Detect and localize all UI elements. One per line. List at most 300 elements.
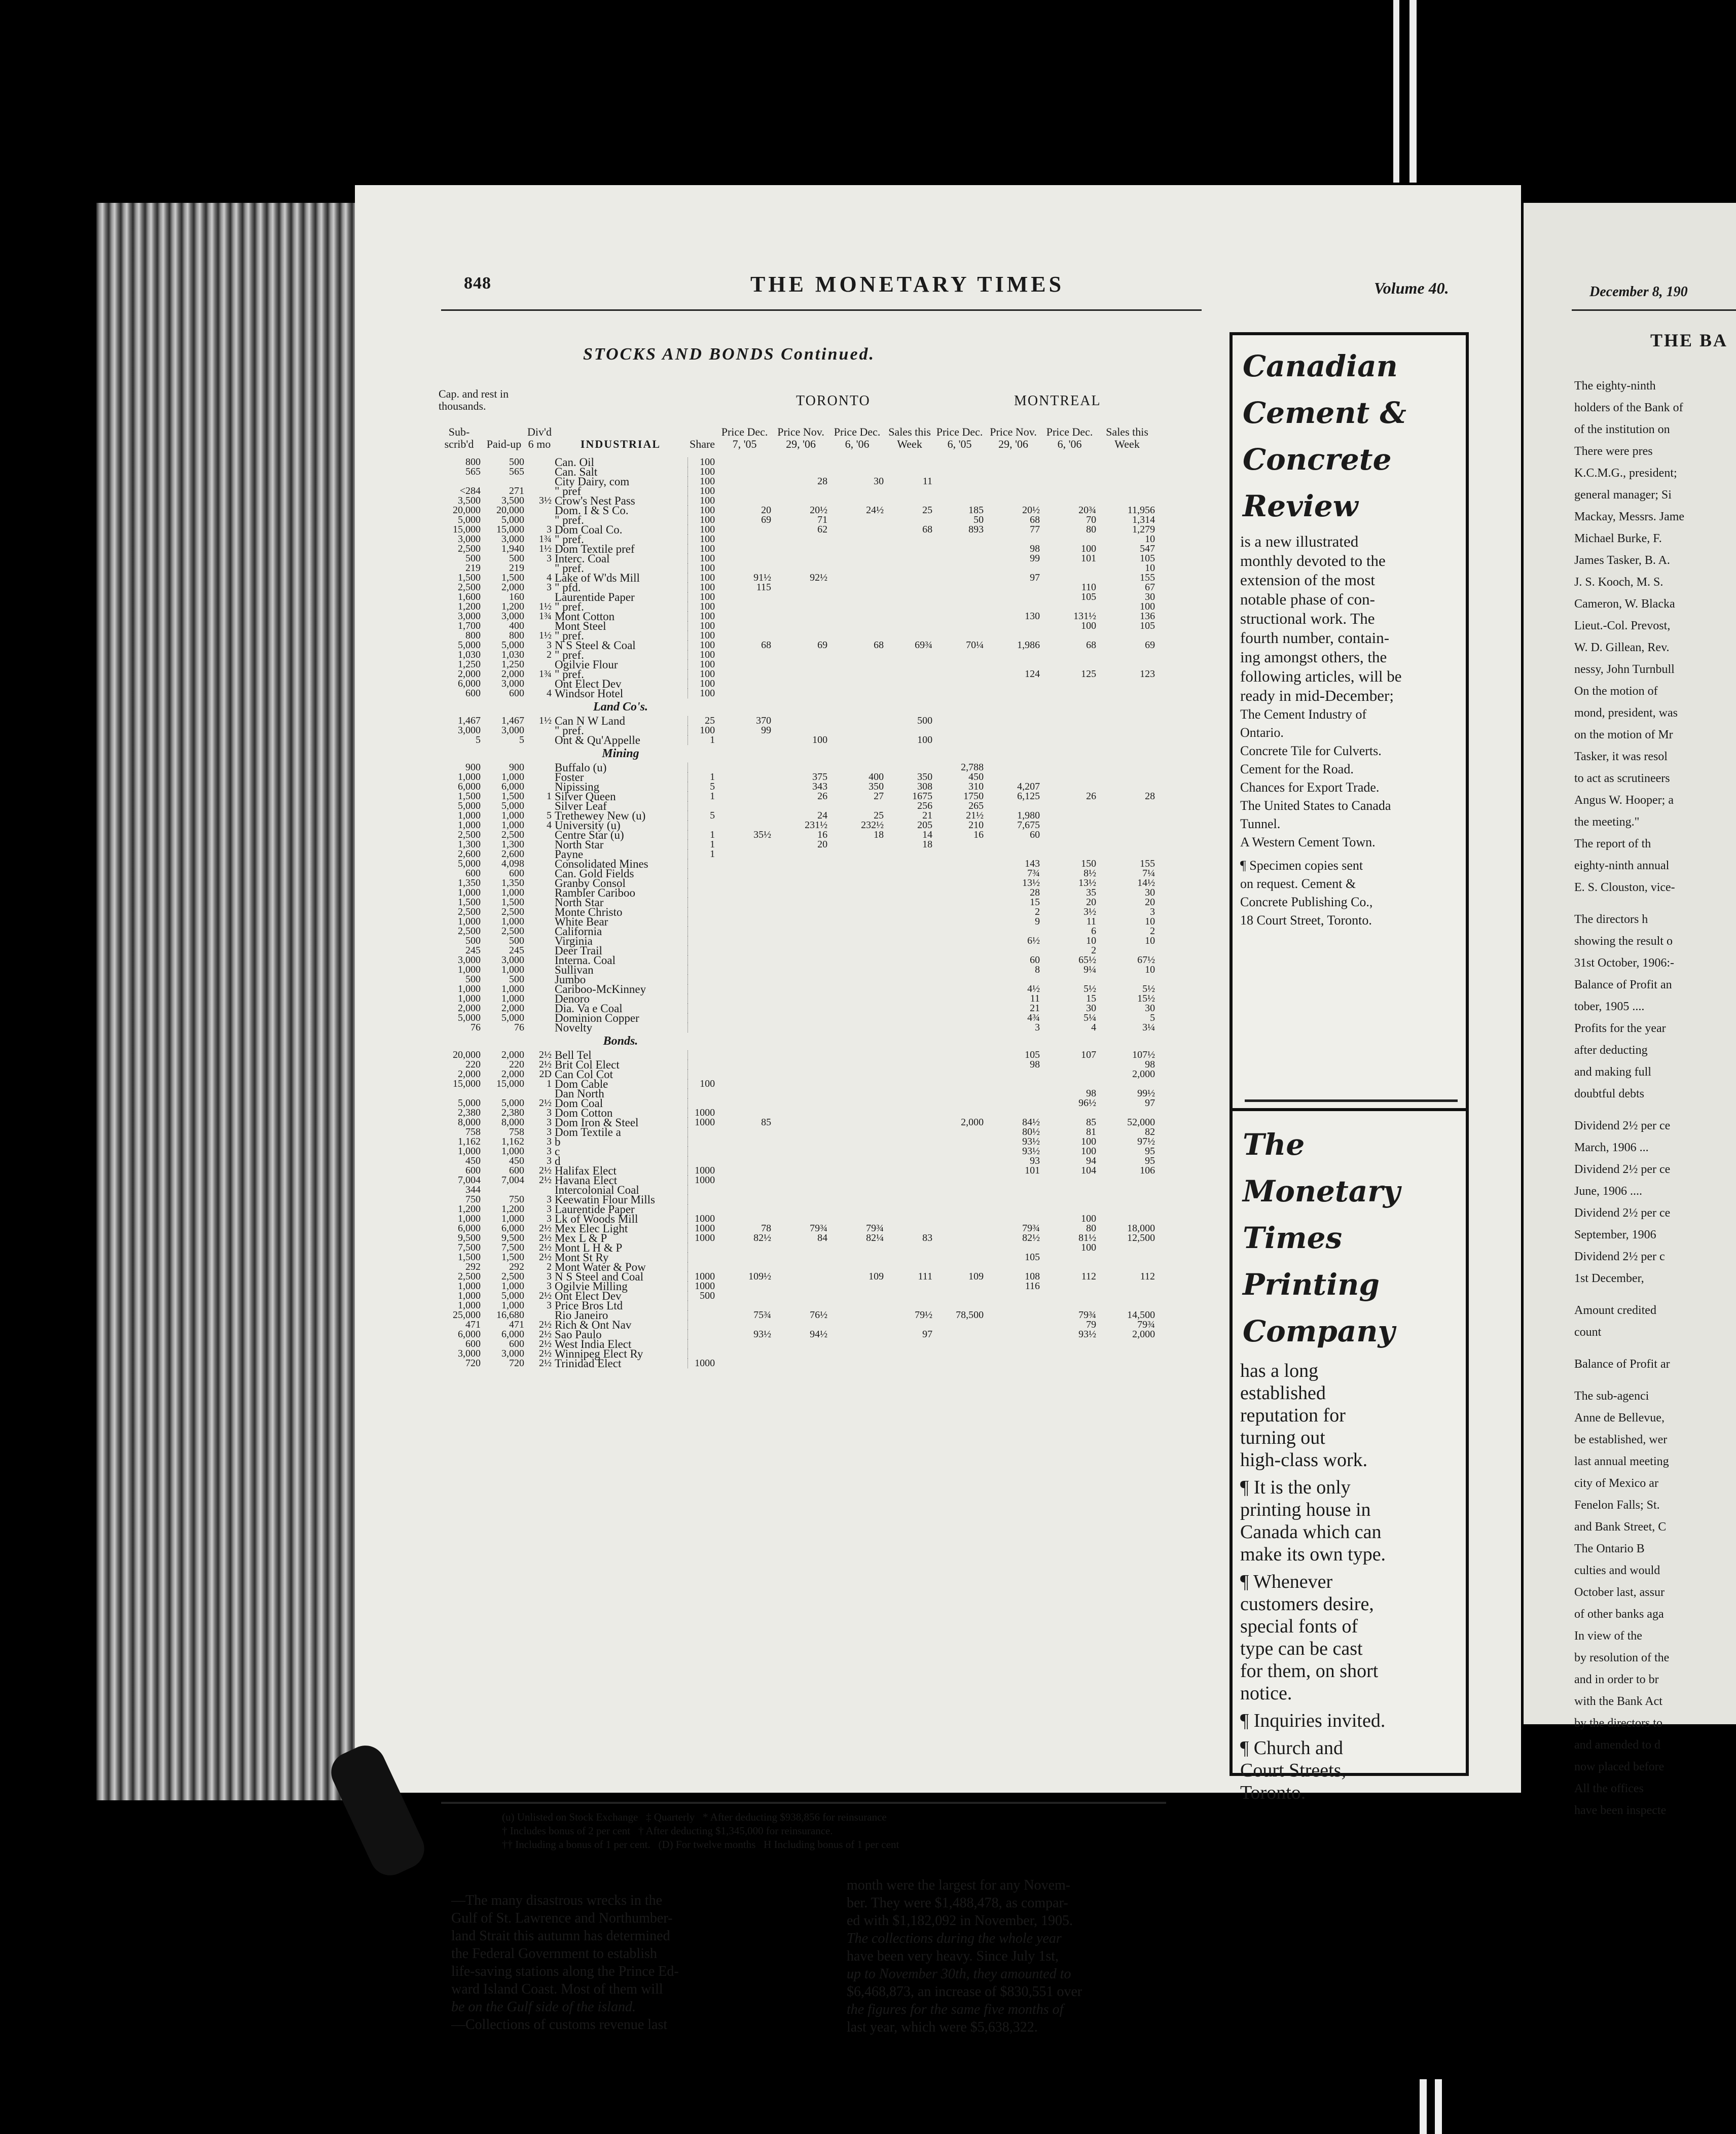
table-cell	[934, 1320, 985, 1330]
table-cell	[985, 1359, 1041, 1368]
table-cell: 108	[1025, 1271, 1040, 1282]
table-cell: 1,300	[458, 839, 481, 850]
table-cell: 600	[509, 1338, 524, 1349]
table-cell	[688, 1023, 716, 1033]
table-row	[436, 1098, 1156, 1108]
table-cell: 15,000	[496, 524, 524, 535]
security-name: " pref.	[553, 669, 688, 679]
security-name: Ogilvie Flour	[553, 660, 688, 669]
table-cell	[1041, 1291, 1098, 1301]
security-name: Dom Iron & Steel	[553, 1118, 688, 1127]
table-cell	[1098, 801, 1156, 811]
table-cell	[1041, 467, 1098, 477]
table-cell: 98	[1030, 1059, 1040, 1070]
table-cell	[934, 726, 985, 735]
table-cell: 1,000	[458, 820, 481, 831]
table-cell: 2,500	[501, 906, 524, 917]
article-line: $6,468,873, an increase of $830,551 over	[847, 1984, 1082, 2000]
table-cell: 92½	[810, 572, 828, 583]
table-cell: 79¾	[1137, 1319, 1155, 1330]
table-cell	[1041, 830, 1098, 840]
table-cell	[688, 1339, 716, 1349]
table-cell	[934, 1070, 985, 1079]
table-cell: 2,500	[458, 582, 481, 593]
table-cell: 2½	[538, 1175, 552, 1186]
table-cell	[716, 801, 773, 811]
table-row	[436, 975, 1156, 984]
table-cell: 100	[1081, 1136, 1097, 1147]
table-cell	[1098, 830, 1156, 840]
table-cell	[688, 1330, 716, 1339]
security-name: " pref.	[553, 650, 688, 660]
table-cell: 1,000	[501, 983, 524, 994]
table-cell: 83	[922, 1232, 933, 1243]
table-cell	[934, 888, 985, 898]
table-cell	[829, 1089, 885, 1098]
table-cell: 5,000	[501, 800, 524, 811]
security-name: Laurentide Paper	[553, 592, 688, 602]
table-cell	[773, 1359, 829, 1368]
table-cell: 1,000	[458, 887, 481, 898]
security-name: Can. Salt	[553, 467, 688, 477]
table-cell	[885, 554, 934, 563]
table-cell	[934, 1195, 985, 1204]
page-number: 848	[464, 274, 491, 293]
table-cell	[773, 936, 829, 946]
table-cell	[716, 1070, 773, 1079]
table-cell	[885, 1147, 934, 1156]
table-cell: 1,162	[458, 1136, 481, 1147]
table-cell	[773, 1339, 829, 1349]
table-cell: 471	[465, 1319, 481, 1330]
table-cell: 15	[1086, 993, 1097, 1004]
table-cell: 20	[761, 505, 772, 516]
table-cell	[985, 477, 1041, 486]
ad-title-line: Monetary	[1243, 1174, 1400, 1208]
table-cell: 82¼	[866, 1232, 884, 1243]
right-page-line: The sub-agenci	[1574, 1390, 1649, 1403]
ad-line: ¶ Inquiries invited.	[1240, 1710, 1386, 1731]
table-cell	[885, 878, 934, 888]
table-cell	[716, 1060, 773, 1070]
table-cell: 109½	[748, 1271, 772, 1282]
table-cell	[934, 602, 985, 612]
table-cell	[934, 1004, 985, 1013]
table-cell: 14,500	[1127, 1309, 1155, 1321]
table-cell	[1098, 821, 1156, 830]
cement-review-ad	[1229, 332, 1469, 1122]
ad-title-line: Printing	[1243, 1267, 1380, 1302]
table-cell: 69	[1145, 639, 1155, 651]
table-cell: 450	[968, 771, 984, 783]
table-cell	[1098, 1204, 1156, 1214]
article-line: land Strait this autumn has determined	[451, 1928, 670, 1944]
table-row	[436, 1359, 1156, 1368]
right-page-line: of the institution on	[1574, 423, 1670, 436]
footnote-rule	[441, 1802, 1166, 1804]
table-row	[436, 1127, 1156, 1137]
page-title: THE MONETARY TIMES	[750, 272, 1065, 297]
table-cell: 20,000	[453, 1049, 481, 1060]
table-cell: 111	[918, 1271, 933, 1282]
table-cell	[885, 1023, 934, 1033]
table-cell: 65½	[1078, 954, 1097, 966]
table-cell: 600	[465, 1338, 481, 1349]
right-page-line: Cameron, W. Blacka	[1574, 597, 1675, 611]
table-cell: 85	[761, 1117, 772, 1128]
table-cell: 7¾	[1027, 868, 1040, 879]
table-cell: 10	[1145, 935, 1155, 946]
table-cell: 1000	[695, 1165, 715, 1176]
table-cell	[829, 612, 885, 621]
table-cell	[829, 1243, 885, 1253]
table-cell	[829, 955, 885, 965]
table-cell: 101	[1025, 1165, 1040, 1176]
table-cell	[885, 1013, 934, 1023]
table-cell	[716, 878, 773, 888]
table-cell	[526, 726, 553, 735]
table-cell: 15,000	[496, 1078, 524, 1089]
table-cell: 3½	[1083, 906, 1097, 917]
table-cell	[716, 1147, 773, 1156]
column-header: Sales this Week	[1106, 425, 1148, 450]
table-cell: 1,300	[501, 839, 524, 850]
table-cell: 3	[546, 1107, 552, 1118]
table-cell	[716, 689, 773, 698]
table-cell	[716, 602, 773, 612]
table-cell: 62	[817, 524, 828, 535]
table-cell	[829, 1166, 885, 1176]
table-cell	[885, 917, 934, 927]
table-cell	[934, 592, 985, 602]
table-cell	[1098, 1282, 1156, 1291]
table-cell	[773, 898, 829, 907]
table-cell	[1041, 772, 1098, 782]
table-cell: 94½	[810, 1329, 828, 1340]
table-cell: 30	[874, 476, 884, 487]
table-cell	[773, 535, 829, 544]
table-cell	[716, 849, 773, 859]
table-cell: 1,000	[458, 1281, 481, 1292]
table-cell	[885, 669, 934, 679]
table-cell: 6,000	[458, 1223, 481, 1234]
table-cell: 7,675	[1017, 820, 1040, 831]
security-name: Ont Elect Dev	[553, 1291, 688, 1301]
table-cell	[1041, 840, 1098, 849]
table-cell	[716, 1050, 773, 1060]
volume-label: Volume 40.	[1374, 279, 1449, 297]
table-cell	[885, 1253, 934, 1262]
table-cell: 115	[756, 582, 772, 593]
table-cell	[885, 1166, 934, 1176]
table-cell: 105	[1140, 553, 1155, 564]
right-page-line: by resolution of the	[1574, 1651, 1670, 1664]
right-page-line: culties and would	[1574, 1564, 1660, 1577]
table-cell	[885, 1214, 934, 1224]
table-cell	[829, 1108, 885, 1118]
table-cell: 99	[761, 725, 772, 736]
table-cell: 2	[1150, 926, 1155, 937]
table-cell: 2,500	[458, 906, 481, 917]
table-cell: 93½	[1022, 1146, 1040, 1157]
table-cell: 5	[710, 810, 715, 821]
table-cell: 78,500	[956, 1309, 984, 1321]
security-name: Trethewey New (u)	[553, 811, 688, 821]
table-cell: 2	[546, 649, 552, 660]
table-cell	[985, 726, 1041, 735]
table-row	[436, 515, 1156, 525]
table-cell: 400	[869, 771, 884, 783]
table-cell	[885, 984, 934, 994]
section-row	[436, 745, 1156, 763]
table-cell	[829, 1204, 885, 1214]
table-cell	[934, 716, 985, 726]
table-cell	[885, 1118, 934, 1127]
table-cell: 5¼	[1083, 1012, 1097, 1023]
table-cell	[829, 535, 885, 544]
table-cell	[985, 716, 1041, 726]
table-cell	[829, 936, 885, 946]
table-cell: 2,500	[458, 543, 481, 554]
table-cell	[885, 679, 934, 689]
table-row	[436, 830, 1156, 840]
right-page-line: showing the result o	[1574, 935, 1673, 948]
table-cell	[934, 563, 985, 573]
table-cell	[526, 936, 553, 946]
table-cell: 100	[700, 659, 715, 670]
table-cell	[934, 994, 985, 1004]
film-mark	[1393, 0, 1399, 183]
table-cell	[1041, 689, 1098, 698]
table-cell	[688, 1137, 716, 1147]
table-cell: 1,000	[501, 1300, 524, 1311]
right-page-line: Amount credited	[1574, 1304, 1656, 1317]
table-cell	[885, 1291, 934, 1301]
table-cell: 6,000	[458, 781, 481, 792]
table-cell: 5,000	[458, 1012, 481, 1023]
table-cell	[985, 1204, 1041, 1214]
table-cell: 28	[817, 476, 828, 487]
table-cell	[985, 592, 1041, 602]
ad-line: special fonts of	[1240, 1616, 1358, 1637]
table-cell: 76	[514, 1022, 524, 1033]
table-cell	[716, 859, 773, 869]
table-cell	[1041, 716, 1098, 726]
ad-line: ¶ It is the only	[1240, 1477, 1351, 1498]
table-cell	[526, 735, 553, 745]
ad-body	[1233, 532, 1466, 930]
table-cell: 7,004	[501, 1175, 524, 1186]
ad-line: Toronto.	[1240, 1782, 1306, 1803]
table-cell	[688, 1310, 716, 1320]
table-cell: 97	[922, 1329, 933, 1340]
table-cell	[934, 467, 985, 477]
table-cell: 160	[509, 591, 524, 602]
table-cell	[885, 1349, 934, 1359]
ad-line: customers desire,	[1240, 1593, 1374, 1615]
table-cell: 100	[700, 649, 715, 660]
table-cell	[829, 1282, 885, 1291]
table-cell	[934, 1137, 985, 1147]
table-cell	[773, 1253, 829, 1262]
table-cell: 1,000	[458, 810, 481, 821]
table-cell: 20,000	[496, 505, 524, 516]
table-cell: 13½	[1078, 877, 1097, 888]
table-cell	[773, 1089, 829, 1098]
table-cell: 16	[817, 829, 828, 840]
table-cell	[934, 859, 985, 869]
table-cell	[829, 1098, 885, 1108]
table-cell	[934, 1224, 985, 1233]
table-cell	[773, 457, 829, 467]
table-cell	[688, 1320, 716, 1330]
table-cell	[716, 811, 773, 821]
article-line: up to November 30th, they amounted to	[847, 1966, 1071, 1982]
table-cell: 67½	[1137, 954, 1155, 966]
article-line: —The many disastrous wrecks in the	[451, 1893, 663, 1908]
table-cell	[716, 888, 773, 898]
ad-title	[1233, 1111, 1466, 1360]
right-page-line	[1574, 1343, 1736, 1354]
table-cell	[773, 965, 829, 975]
table-cell	[716, 1185, 773, 1195]
table-cell	[934, 535, 985, 544]
article-line: The collections during the whole year	[847, 1931, 1062, 1946]
table-cell: 100	[1081, 1213, 1097, 1224]
table-cell: 100	[700, 456, 715, 468]
ad-title-line: Concrete	[1243, 442, 1392, 477]
table-cell	[829, 1195, 885, 1204]
table-cell	[934, 984, 985, 994]
right-page-line: now placed before	[1574, 1760, 1665, 1773]
table-row	[436, 506, 1156, 515]
table-cell: 2,000	[1132, 1329, 1155, 1340]
table-cell	[1041, 1349, 1098, 1359]
table-cell	[885, 1070, 934, 1079]
table-cell	[1098, 735, 1156, 745]
security-name: Mont Water & Pow	[553, 1262, 688, 1272]
ad-line: notice.	[1240, 1683, 1292, 1704]
table-cell: 97½	[1137, 1136, 1155, 1147]
table-cell: 10	[1145, 964, 1155, 975]
right-page-line: holders of the Bank of	[1574, 401, 1683, 414]
table-cell: 35	[1086, 887, 1097, 898]
ad-line: established	[1240, 1382, 1326, 1404]
table-cell	[829, 486, 885, 496]
right-page-line: All the offices	[1574, 1782, 1644, 1795]
section-label: Mining	[602, 747, 639, 760]
table-cell	[885, 898, 934, 907]
table-cell	[688, 946, 716, 955]
table-cell	[885, 946, 934, 955]
table-cell: 1,200	[501, 601, 524, 612]
table-cell	[1098, 650, 1156, 660]
table-cell	[716, 1004, 773, 1013]
table-cell: 30	[1086, 1003, 1097, 1014]
table-cell: 245	[465, 945, 481, 956]
ad-title-line: Review	[1243, 489, 1358, 523]
table-cell	[829, 650, 885, 660]
table-cell: 1	[710, 771, 715, 783]
security-name: Nipissing	[553, 782, 688, 792]
table-cell	[526, 965, 553, 975]
table-cell	[829, 1137, 885, 1147]
table-cell: 11	[922, 476, 933, 487]
table-row	[436, 1023, 1156, 1033]
table-cell	[934, 1243, 985, 1253]
table-cell	[773, 621, 829, 631]
table-cell: 100	[1140, 601, 1155, 612]
table-cell	[482, 698, 526, 716]
table-cell	[985, 457, 1041, 467]
table-cell: 3	[1150, 906, 1155, 917]
security-name: Silver Queen	[553, 792, 688, 801]
table-cell: 565	[509, 466, 524, 477]
table-row	[436, 735, 1156, 745]
table-cell: 100	[700, 601, 715, 612]
table-cell: 3	[546, 1300, 552, 1311]
table-cell	[829, 840, 885, 849]
table-cell	[985, 840, 1041, 849]
table-cell	[934, 1060, 985, 1070]
table-cell: 1,200	[501, 1203, 524, 1215]
table-cell: 1,500	[458, 1252, 481, 1263]
table-cell	[716, 650, 773, 660]
section-row	[436, 698, 1156, 716]
table-cell	[934, 1291, 985, 1301]
table-cell: 100	[700, 495, 715, 506]
right-page-line	[1574, 1375, 1736, 1385]
table-cell	[716, 525, 773, 535]
table-cell: 4	[1091, 1022, 1097, 1033]
table-cell	[885, 650, 934, 660]
table-cell: 500	[509, 935, 524, 946]
article-column-right	[847, 1876, 1197, 2036]
table-cell	[885, 907, 934, 917]
table-cell	[773, 975, 829, 984]
table-cell: 6,000	[458, 678, 481, 689]
table-cell: 68	[761, 639, 772, 651]
table-cell: 450	[509, 1155, 524, 1166]
table-cell: 50	[973, 514, 984, 525]
table-cell: 100	[700, 505, 715, 516]
table-cell	[773, 1108, 829, 1118]
table-cell: 1¾	[538, 611, 552, 622]
security-name: Mont St Ry	[553, 1253, 688, 1262]
table-cell	[829, 965, 885, 975]
security-name: Rich & Ont Nav	[553, 1320, 688, 1330]
security-name: Dom Coal	[553, 1098, 688, 1108]
ad-line: 18 Court Street, Toronto.	[1240, 913, 1372, 928]
table-cell: 500	[465, 935, 481, 946]
table-cell	[773, 994, 829, 1004]
table-cell: 3,000	[458, 1348, 481, 1359]
right-page-line: Dividend 2½ per ce	[1574, 1206, 1671, 1220]
ad-line: notable phase of con-	[1240, 590, 1375, 608]
table-cell: 100	[1081, 620, 1097, 631]
column-header: Price Dec. 6, '06	[834, 425, 881, 450]
table-cell	[934, 946, 985, 955]
column-header: Price Dec. 7, '05	[721, 425, 768, 450]
table-cell: 99	[1030, 553, 1040, 564]
table-cell	[773, 888, 829, 898]
table-cell: 2,000	[501, 1003, 524, 1014]
table-row	[436, 840, 1156, 849]
table-cell	[773, 869, 829, 878]
stocks-table-wrapper	[436, 426, 1171, 1368]
table-cell	[773, 660, 829, 669]
table-cell	[773, 1176, 829, 1185]
